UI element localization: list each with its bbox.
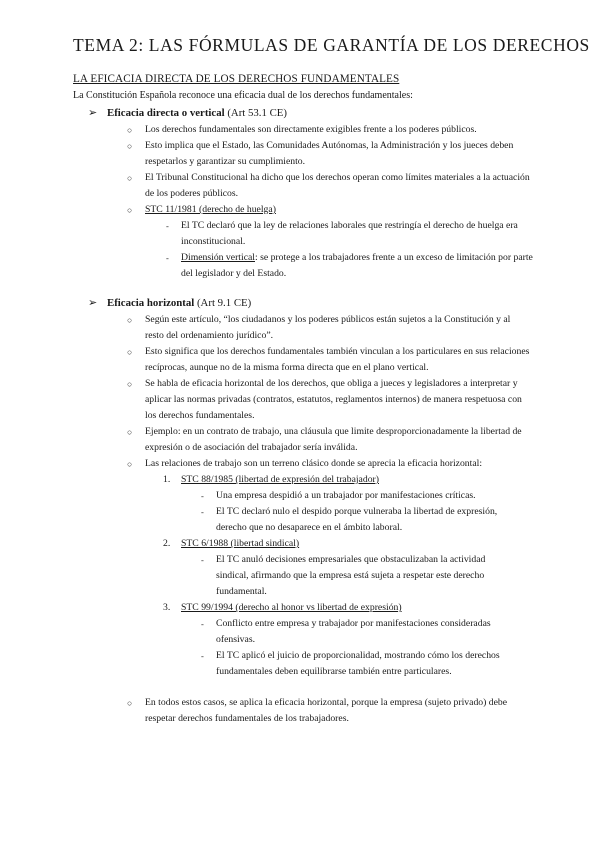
- horizontal-ref: (Art 9.1 CE): [194, 297, 252, 309]
- list-item: [127, 138, 530, 170]
- list-item-text: El TC declaró que la ley de relaciones laborales que restringía el derecho de huelga era inconstitucional.: [181, 220, 518, 247]
- list-item: [127, 344, 530, 376]
- case-number: 2.: [163, 538, 171, 549]
- case-heading: [163, 600, 402, 616]
- dash-bullet-icon: -: [166, 253, 169, 263]
- list-item-text: Esto implica que el Estado, las Comunidades Autónomas, la Administración y los jueces deben respetarlos y garantizar su cumplimiento.: [145, 140, 514, 167]
- list-item-text: Esto significa que los derechos fundamentales también vinculan a los particulares en sus relaciones recíprocas, aunque no de la misma forma directa que en el plano vertical.: [145, 346, 530, 373]
- case-title: STC 99/1994 (derecho al honor vs libertad de expresión): [181, 602, 402, 613]
- vertical-ref: (Art 53.1 CE): [224, 107, 287, 119]
- dash-bullet-icon: -: [201, 491, 204, 501]
- circle-bullet-icon: ○: [127, 125, 133, 135]
- closing-text: En todos estos casos, se aplica la eficacia horizontal, porque la empresa (sujeto privado) debe respetar derechos fundamentales de los trabajadores.: [145, 697, 508, 724]
- horizontal-label: Eficacia horizontal: [107, 297, 195, 309]
- case-title: STC 6/1988 (libertad sindical): [181, 538, 300, 549]
- list-item: [201, 648, 516, 680]
- list-item-text: El TC aplicó el juicio de proporcionalidad, mostrando cómo los derechos fundamentales deben equilibrarse también entre particulares.: [216, 650, 500, 677]
- circle-bullet-icon: ○: [127, 698, 133, 708]
- list-item-text: Conflicto entre empresa y trabajador por manifestaciones consideradas ofensivas.: [216, 618, 491, 645]
- circle-bullet-icon: ○: [127, 173, 133, 183]
- list-item-text: Los derechos fundamentales son directamente exigibles frente a los poderes públicos.: [145, 124, 477, 135]
- arrow-bullet-icon: ➢: [88, 297, 98, 309]
- case-heading: [163, 472, 379, 488]
- list-item: [127, 122, 530, 138]
- list-item: [127, 170, 530, 202]
- list-item-text: Se habla de eficacia horizontal de los derechos, que obliga a jueces y legisladores a interpretar y aplicar las normas privadas (contratos, estatutos, reglamentos internos) de manera respetuosa con los derechos fundamentales.: [145, 378, 522, 421]
- dash-bullet-icon: -: [201, 619, 204, 629]
- circle-bullet-icon: ○: [127, 427, 133, 437]
- arrow-bullet-icon: ➢: [88, 107, 98, 119]
- list-item: [201, 488, 516, 504]
- list-item: [127, 312, 530, 344]
- circle-bullet-icon: ○: [127, 459, 133, 469]
- circle-bullet-icon: ○: [127, 379, 133, 389]
- horizontal-heading: [88, 296, 251, 309]
- list-item-text: Las relaciones de trabajo son un terreno clásico donde se aprecia la eficacia horizontal:: [145, 458, 483, 469]
- intro-text: La Constitución Española reconoce una eficacia dual de los derechos fundamentales:: [73, 90, 413, 101]
- dash-bullet-icon: -: [166, 221, 169, 231]
- list-item: [201, 552, 516, 600]
- list-item-text: El TC declaró nulo el despido porque vulneraba la libertad de expresión, derecho que no desaparece en el ámbito laboral.: [216, 506, 498, 533]
- stc-reference: STC 11/1981 (derecho de huelga): [145, 204, 276, 215]
- case-number: 1.: [163, 474, 171, 485]
- circle-bullet-icon: ○: [127, 347, 133, 357]
- dimension-text: : se protege a los trabajadores frente a un exceso de limitación por parte del legislador y del Estado.: [181, 252, 533, 279]
- section-heading: LA EFICACIA DIRECTA DE LOS DERECHOS FUNDAMENTALES: [73, 73, 400, 85]
- vertical-heading: [88, 106, 287, 119]
- circle-bullet-icon: ○: [127, 205, 133, 215]
- list-item: [201, 504, 516, 536]
- list-item-text: Una empresa despidió a un trabajador por manifestaciones críticas.: [216, 490, 476, 501]
- case-number: 3.: [163, 602, 171, 613]
- circle-bullet-icon: ○: [127, 315, 133, 325]
- list-item-text: El TC anuló decisiones empresariales que obstaculizaban la actividad sindical, afirmando que la empresa está sujeta a respetar este derecho fundamental.: [216, 554, 486, 597]
- list-item: [201, 616, 516, 648]
- list-item: [127, 695, 530, 727]
- case-heading: [163, 536, 300, 552]
- vertical-label: Eficacia directa o vertical: [107, 107, 225, 119]
- case-title: STC 88/1985 (libertad de expresión del trabajador): [181, 474, 379, 485]
- dash-bullet-icon: -: [201, 555, 204, 565]
- list-item: [166, 218, 533, 250]
- list-item: [166, 250, 533, 282]
- list-item: [127, 456, 530, 472]
- list-item: [127, 202, 530, 218]
- circle-bullet-icon: ○: [127, 141, 133, 151]
- page-title: TEMA 2: LAS FÓRMULAS DE GARANTÍA DE LOS DERECHOS: [73, 35, 590, 55]
- list-item-text: Según este artículo, “los ciudadanos y los poderes públicos están sujetos a la Constitución y al resto del ordenamiento jurídico”.: [145, 314, 511, 341]
- list-item: [127, 376, 530, 424]
- dimension-label: Dimensión vertical: [181, 252, 255, 263]
- dash-bullet-icon: -: [201, 507, 204, 517]
- dash-bullet-icon: -: [201, 651, 204, 661]
- list-item-text: Ejemplo: en un contrato de trabajo, una cláusula que limite desproporcionadamente la libertad de expresión o de asociación del trabajador sería inválida.: [145, 426, 522, 453]
- list-item-text: El Tribunal Constitucional ha dicho que los derechos operan como límites materiales a la actuación de los poderes públicos.: [145, 172, 530, 199]
- list-item: [127, 424, 530, 456]
